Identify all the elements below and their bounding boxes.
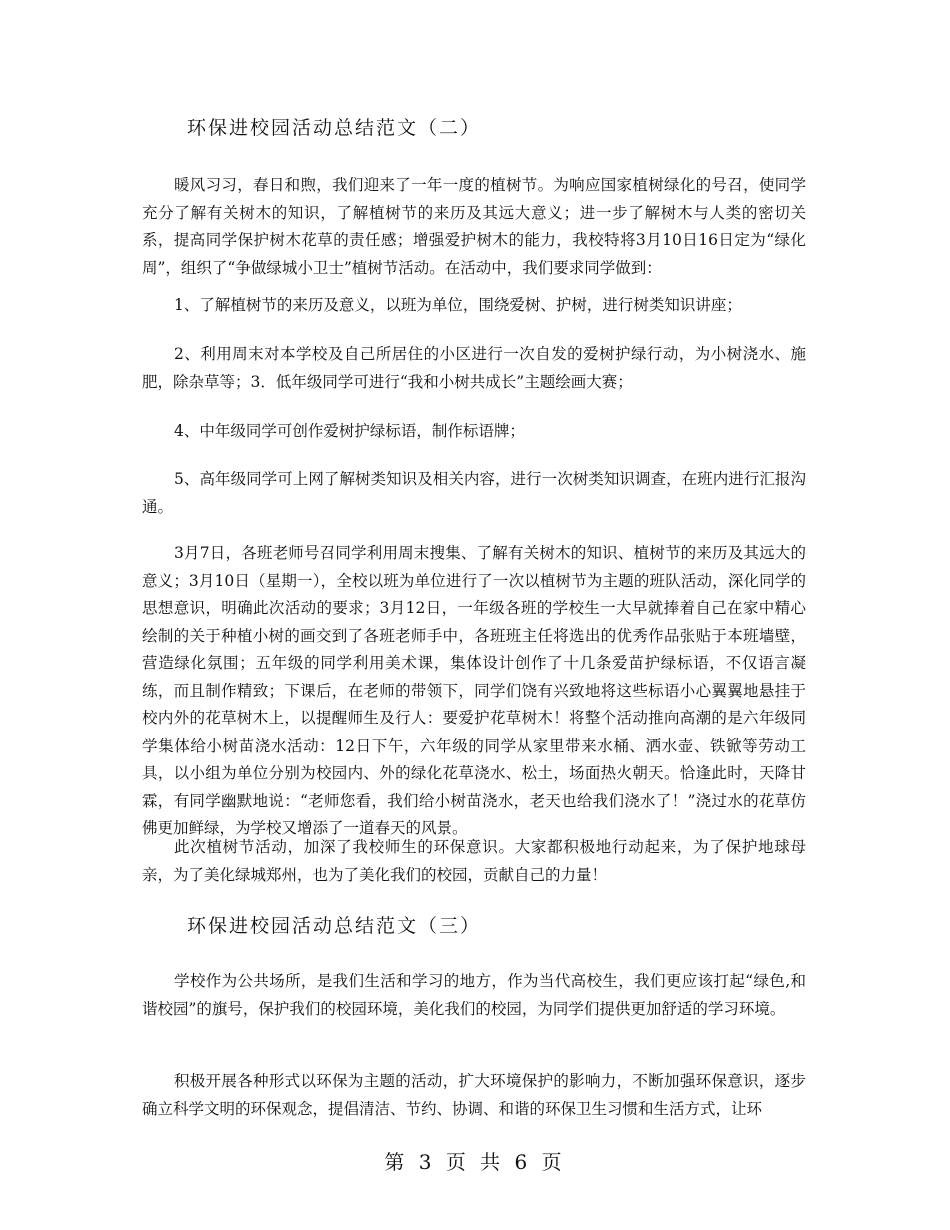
section-heading-3: 环保进校园活动总结范文（三） [187, 915, 482, 937]
paragraph-item-1: 1、了解植树节的来历及意义，以班为单位，围绕爱树、护树，进行树类知识讲座； [174, 296, 742, 314]
paragraph-activities: 积极开展各种形式以环保为主题的活动，扩大环境保护的影响力，不断加强环保意识，逐步确立科学文明的环保观念，提倡清洁、节约、协调、和谐的环保卫生习惯和生活方式，让环 [142, 1072, 806, 1118]
paragraph-conclusion: 此次植树节活动，加深了我校师生的环保意识。大家都积极地行动起来，为了保护地球母亲，为了美化绿城郑州，也为了美化我们的校园，贡献自己的力量！ [142, 838, 806, 884]
paragraph-campus-intro: 学校作为公共场所，是我们生活和学习的地方，作为当代高校生，我们更应该打起“绿色,和谐校园”的旗号，保护我们的校园环境，美化我们的校园，为同学们提供更加舒适的学习环境。 [142, 972, 806, 1018]
paragraph-activity-report: 3月7日，各班老师号召同学利用周末搜集、了解有关树木的知识、植树节的来历及其远大的意义；3月10日（星期一），全校以班为单位进行了一次以植树节为主题的班队活动，深化同学的思想意识，明确此次活动的要求；3月12日，一年级各班的学校生一大早就捧着自己在家中精心绘制的关于种植小树的画交到了各班老师手中，各班班主任将选出的优秀作品张贴于本班墙壁，营造绿化氛围；五年级的同学利用美术课，集体设计创作了十几条爱苗护绿标语，不仅语言凝练，而且制作精致；下课后，在老师的带领下，同学们饶有兴致地将这些标语小心翼翼地悬挂于校内外的花草树木上，以提醒师生及行人：要爱护花草树木！将整个活动推向高潮的是六年级同学集体给小树苗浇水活动：12日下午，六年级的同学从家里带来水桶、洒水壶、铁锨等劳动工具，以小组为单位分别为校园内、外的绿化花草浇水、松土，场面热火朝天。恰逢此时，天降甘霖，有同学幽默地说：“老师您看，我们给小树苗浇水，老天也给我们浇水了！”浇过水的花草仿佛更加鲜绿，为学校又增添了一道春天的风景。 [142, 544, 806, 837]
page-number-footer: 第 3 页 共 6 页 [384, 1150, 566, 1174]
paragraph-item-4: 4、中年级同学可创作爱树护绿标语，制作标语牌； [174, 422, 525, 440]
paragraph-item-5: 5、高年级同学可上网了解树类知识及相关内容，进行一次树类知识调查，在班内进行汇报沟通。 [142, 470, 806, 516]
paragraph-item-2: 2、利用周末对本学校及自己所居住的小区进行一次自发的爱树护绿行动，为小树浇水、施肥，除杂草等；3．低年级同学可进行“我和小树共成长”主题绘画大赛； [142, 345, 806, 391]
paragraph-intro: 暖风习习，春日和煦，我们迎来了一年一度的植树节。为响应国家植树绿化的号召，使同学充分了解有关树木的知识，了解植树节的来历及其远大意义；进一步了解树木与人类的密切关系，提高同学保护树木花草的责任感；增强爱护树木的能力，我校特将3月10日16日定为“绿化周”，组织了“争做绿城小卫士”植树节活动。在活动中，我们要求同学做到： [142, 176, 806, 277]
section-heading-2: 环保进校园活动总结范文（二） [187, 117, 482, 139]
